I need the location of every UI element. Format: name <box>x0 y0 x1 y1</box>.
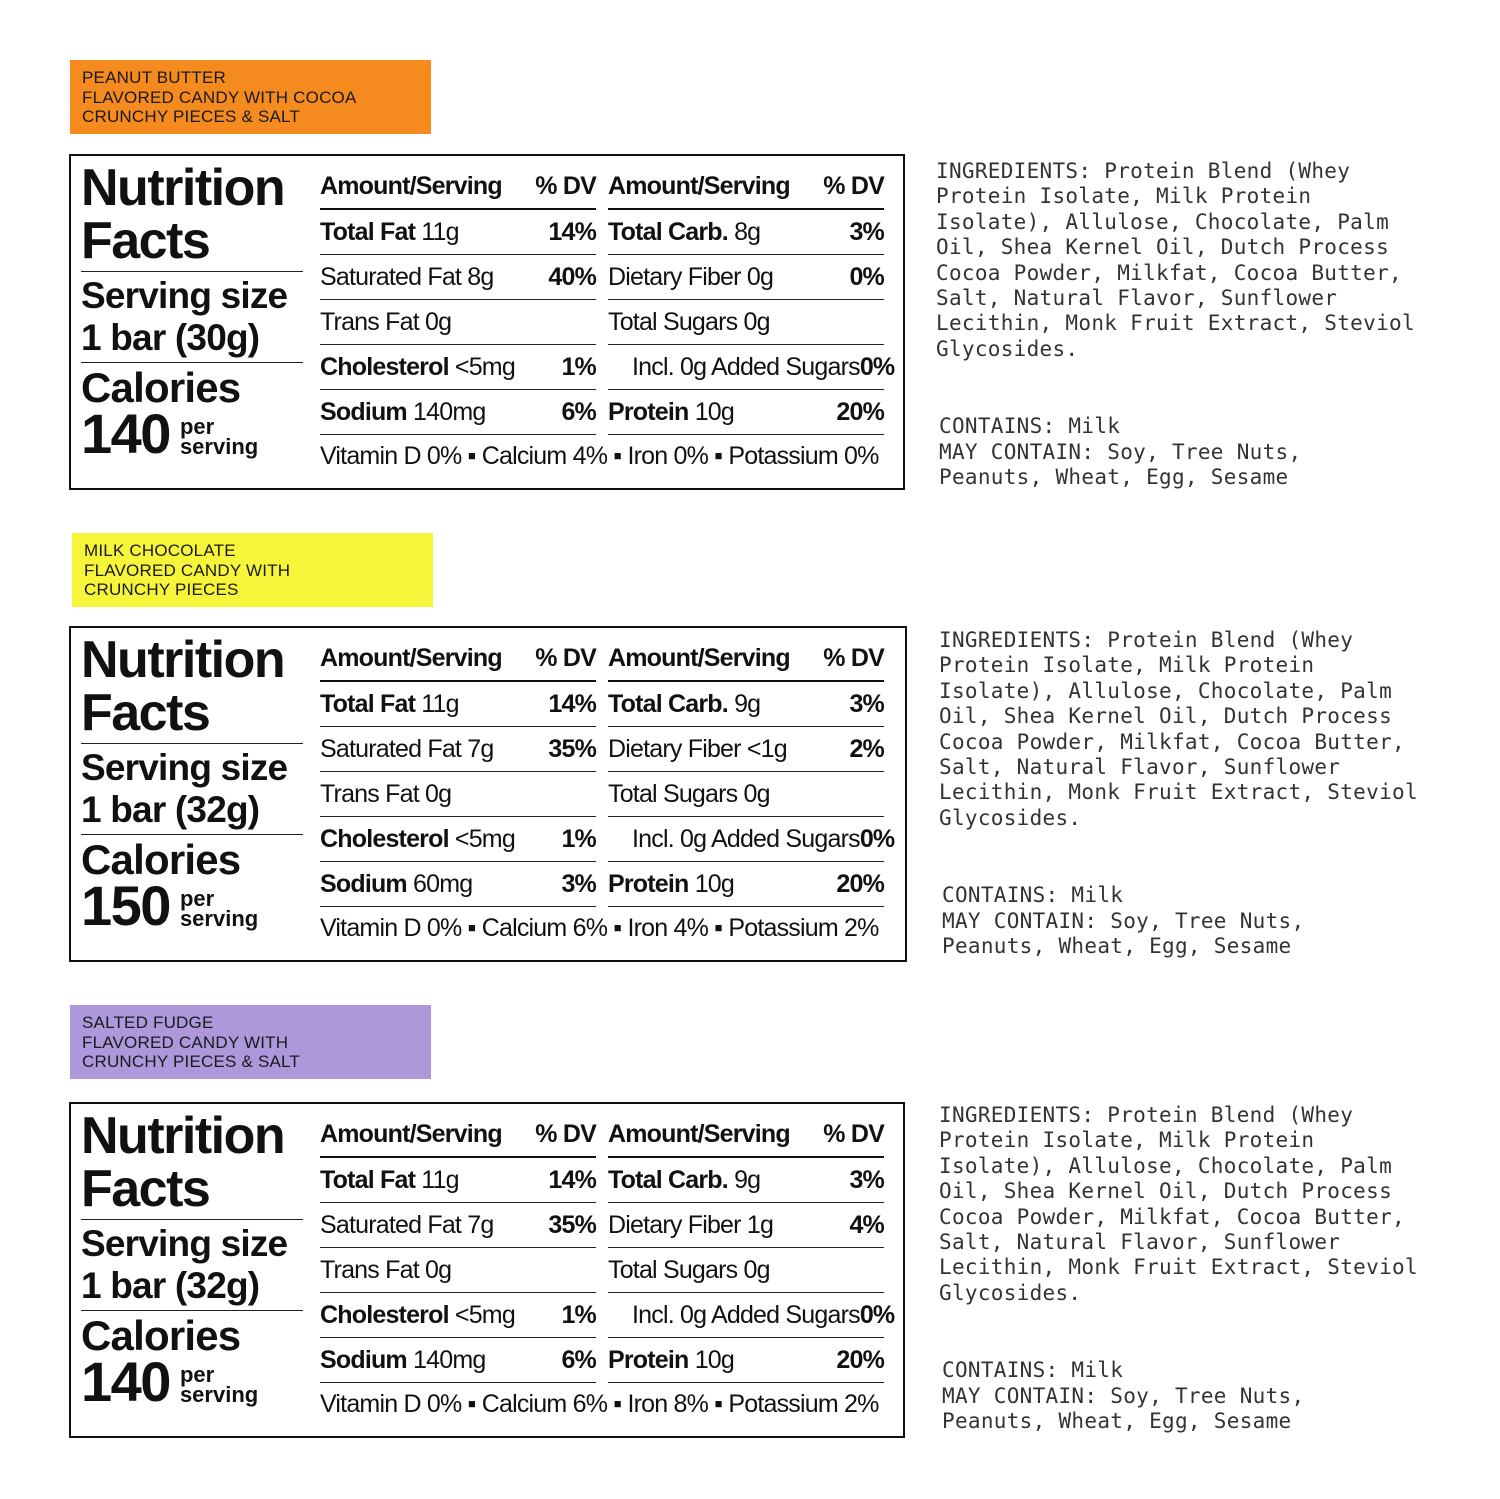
nutrient-dv: 2% <box>849 734 884 763</box>
column-header <box>608 636 884 682</box>
nutrient-dv: 3% <box>849 689 884 718</box>
nutrient-label: Dietary Fiber <box>608 734 741 763</box>
nutrition-facts-panel <box>69 1102 905 1438</box>
calories-row <box>81 402 303 465</box>
nutrient-row <box>608 1293 895 1338</box>
flavor-tag-line: FLAVORED CANDY WITH <box>84 560 291 580</box>
nutrient-dv: 20% <box>836 869 884 898</box>
vitamins-line: Vitamin D 0% ▪ Calcium 6% ▪ Iron 8% ▪ Potassium 2% <box>320 1390 879 1418</box>
nutrient-amount: 11g <box>421 1165 459 1194</box>
nutrient-dv: 6% <box>561 1345 596 1374</box>
nutrient-amount: 10g <box>694 1345 734 1374</box>
nutrient-dv: 6% <box>561 397 596 426</box>
nutrient-amount: 1g <box>746 1210 774 1239</box>
serving-size-value: 1 bar (32g) <box>81 1265 260 1306</box>
nutrient-dv: 20% <box>836 1345 884 1374</box>
column-header <box>320 636 596 682</box>
calories-row <box>81 874 303 937</box>
divider <box>81 271 303 272</box>
nutrient-label: Protein <box>608 1345 689 1374</box>
nutrition-facts-title: Nutrition <box>81 1107 285 1165</box>
nutrient-amount: <5mg <box>454 352 515 381</box>
nutrient-amount: 9g <box>734 689 761 718</box>
nutrient-amount: 0g <box>425 1255 452 1284</box>
nutrition-facts-title: Facts <box>81 212 210 270</box>
nutrient-dv: 1% <box>561 352 596 381</box>
serving-size-label: Serving size <box>81 747 288 788</box>
column-header <box>608 164 884 210</box>
nutrient-row <box>320 817 596 862</box>
nutrient-amount: 0g <box>743 1255 770 1284</box>
nutrition-summary <box>81 631 303 937</box>
nutrient-amount: 140mg <box>413 1345 486 1374</box>
nutrient-amount: 11g <box>421 217 459 246</box>
nutrient-label: Protein <box>608 397 689 426</box>
nutrient-label: Total Fat <box>320 1165 416 1194</box>
calories-unit <box>179 414 259 459</box>
nutrient-row <box>320 772 596 817</box>
nutrient-label: Total Fat <box>320 217 416 246</box>
calories-label: Calories <box>81 836 241 883</box>
nutrition-facts-panel <box>69 626 907 962</box>
nutrient-row <box>320 345 596 390</box>
nutrient-row <box>320 1203 596 1248</box>
nutrient-amount: 8g <box>734 217 761 246</box>
nutrient-dv: 35% <box>548 734 596 763</box>
header-dv: % DV <box>535 643 596 672</box>
nutrient-column-right <box>608 164 895 435</box>
header-amount: Amount/Serving <box>320 1119 502 1148</box>
nutrition-summary <box>81 159 303 465</box>
nutrient-row <box>608 772 884 817</box>
nutrient-row <box>608 1158 884 1203</box>
nutrient-label: Sodium <box>320 397 407 426</box>
nutrient-row <box>608 300 884 345</box>
nutrient-dv: 3% <box>561 869 596 898</box>
divider <box>81 1219 303 1220</box>
nutrient-label: Total Sugars <box>608 779 738 808</box>
nutrient-dv: 40% <box>548 262 596 291</box>
nutrient-amount: 8g <box>467 262 494 291</box>
nutrient-row <box>608 345 895 390</box>
nutrient-dv: 4% <box>849 1210 884 1239</box>
nutrient-row <box>320 1338 596 1383</box>
nutrient-column-left <box>320 164 596 435</box>
nutrient-label: Sodium <box>320 1345 407 1374</box>
nutrient-amount: 140mg <box>413 397 486 426</box>
nutrient-row <box>608 862 884 907</box>
nutrient-amount: 0g <box>425 779 452 808</box>
nutrient-label: Protein <box>608 869 689 898</box>
flavor-tag-milk-chocolate <box>72 533 433 607</box>
nutrient-amount: 9g <box>734 1165 761 1194</box>
flavor-tag-line: FLAVORED CANDY WITH COCOA <box>82 87 357 107</box>
nutrient-label: Trans Fat <box>320 307 419 336</box>
serving-size-value: 1 bar (32g) <box>81 789 260 830</box>
calories-unit-line: serving <box>179 1382 259 1407</box>
nutrient-row <box>320 210 596 255</box>
divider <box>81 1310 303 1311</box>
allergen-text: CONTAINS: Milk MAY CONTAIN: Soy, Tree Nuts, Peanuts, Wheat, Egg, Sesame <box>942 1358 1305 1434</box>
nutrient-label: Total Fat <box>320 689 416 718</box>
nutrient-amount: 10g <box>694 397 734 426</box>
allergen-text: CONTAINS: Milk MAY CONTAIN: Soy, Tree Nuts, Peanuts, Wheat, Egg, Sesame <box>939 414 1302 490</box>
serving-size-label: Serving size <box>81 1223 288 1264</box>
header-dv: % DV <box>823 1119 884 1148</box>
nutrient-amount: 0g <box>425 307 452 336</box>
nutrient-row <box>608 210 884 255</box>
ingredients-text: INGREDIENTS: Protein Blend (Whey Protein Isolate, Milk Protein Isolate), Allulose, Chocolate, Palm Oil, Shea Kernel Oil, Dutch Process Cocoa Powder, Milkfat, Cocoa Butter, Salt, Natural Flavor, Sunflower Lecithin, Monk Fruit Extract, Steviol Glycosides. <box>939 1103 1418 1305</box>
nutrient-dv: 0% <box>859 352 895 381</box>
flavor-tag-peanut-butter <box>70 60 431 134</box>
nutrient-label: Cholesterol <box>320 352 449 381</box>
nutrient-row <box>320 727 596 772</box>
nutrient-label: Total Carb. <box>608 217 728 246</box>
nutrient-amount: 11g <box>421 689 459 718</box>
nutrient-dv: 14% <box>548 1165 596 1194</box>
nutrient-amount: <5mg <box>454 1300 515 1329</box>
column-header <box>608 1112 884 1158</box>
nutrient-dv: 35% <box>548 1210 596 1239</box>
flavor-tag-line: CRUNCHY PIECES <box>84 580 239 599</box>
nutrient-row <box>320 1248 596 1293</box>
flavor-tag-line: PEANUT BUTTER <box>82 68 226 87</box>
nutrient-label: Total Sugars <box>608 1255 738 1284</box>
nutrient-label: Total Carb. <box>608 689 728 718</box>
nutrient-amount: 60mg <box>413 869 473 898</box>
flavor-tag-line: CRUNCHY PIECES & SALT <box>82 107 301 126</box>
divider <box>81 362 303 363</box>
nutrition-summary <box>81 1107 303 1413</box>
nutrient-label: Incl. 0g Added Sugars <box>632 824 860 853</box>
serving-size-label: Serving size <box>81 275 288 316</box>
nutrient-row <box>608 1203 884 1248</box>
nutrient-row <box>320 682 596 727</box>
serving-size-value: 1 bar (30g) <box>81 317 260 358</box>
calories-unit <box>179 1362 259 1407</box>
flavor-tag-line: SALTED FUDGE <box>82 1013 214 1032</box>
nutrient-amount: 10g <box>694 869 734 898</box>
nutrient-amount: 7g <box>467 734 494 763</box>
nutrient-row <box>608 390 884 435</box>
nutrient-dv: 14% <box>548 689 596 718</box>
nutrient-row <box>608 817 895 862</box>
nutrient-row <box>608 682 884 727</box>
header-dv: % DV <box>823 171 884 200</box>
header-dv: % DV <box>535 171 596 200</box>
nutrient-dv: 1% <box>561 1300 596 1329</box>
nutrient-row <box>320 1293 596 1338</box>
calories-unit <box>179 886 259 931</box>
flavor-tag-line: FLAVORED CANDY WITH <box>82 1032 289 1052</box>
nutrient-label: Dietary Fiber <box>608 1210 741 1239</box>
flavor-tag-salted-fudge <box>70 1005 431 1079</box>
nutrient-label: Incl. 0g Added Sugars <box>632 352 860 381</box>
nutrient-amount: 0g <box>743 307 770 336</box>
nutrient-row <box>320 300 596 345</box>
nutrient-row <box>320 862 596 907</box>
nutrient-dv: 3% <box>849 1165 884 1194</box>
nutrient-dv: 1% <box>561 824 596 853</box>
header-amount: Amount/Serving <box>320 171 502 200</box>
nutrition-facts-title: Facts <box>81 684 210 742</box>
nutrition-facts-title: Nutrition <box>81 159 285 217</box>
nutrient-label: Saturated Fat <box>320 734 462 763</box>
flavor-tag-line: MILK CHOCOLATE <box>84 541 236 560</box>
calories-unit-line: serving <box>179 434 259 459</box>
header-amount: Amount/Serving <box>320 643 502 672</box>
header-dv: % DV <box>535 1119 596 1148</box>
nutrient-amount: 0g <box>746 262 774 291</box>
nutrition-facts-panel <box>69 154 905 490</box>
nutrient-label: Dietary Fiber <box>608 262 741 291</box>
nutrient-label: Saturated Fat <box>320 1210 462 1239</box>
nutrient-row <box>320 1158 596 1203</box>
nutrient-label: Trans Fat <box>320 1255 419 1284</box>
calories-row <box>81 1350 303 1413</box>
nutrient-label: Incl. 0g Added Sugars <box>632 1300 860 1329</box>
nutrient-column-left <box>320 1112 596 1383</box>
header-amount: Amount/Serving <box>608 643 790 672</box>
nutrient-label: Total Sugars <box>608 307 738 336</box>
nutrient-row <box>608 1338 884 1383</box>
vitamins-line: Vitamin D 0% ▪ Calcium 4% ▪ Iron 0% ▪ Potassium 0% <box>320 442 879 470</box>
nutrient-amount: 0g <box>743 779 770 808</box>
ingredients-text: INGREDIENTS: Protein Blend (Whey Protein Isolate, Milk Protein Isolate), Allulose, Chocolate, Palm Oil, Shea Kernel Oil, Dutch Process Cocoa Powder, Milkfat, Cocoa Butter, Salt, Natural Flavor, Sunflower Lecithin, Monk Fruit Extract, Steviol Glycosides. <box>939 628 1418 830</box>
header-amount: Amount/Serving <box>608 171 790 200</box>
divider <box>81 834 303 835</box>
header-amount: Amount/Serving <box>608 1119 790 1148</box>
nutrient-label: Total Carb. <box>608 1165 728 1194</box>
nutrient-row <box>608 1248 884 1293</box>
nutrient-dv: 14% <box>548 217 596 246</box>
nutrition-facts-title: Facts <box>81 1160 210 1218</box>
nutrient-row <box>320 390 596 435</box>
calories-label: Calories <box>81 364 241 411</box>
nutrient-amount: 7g <box>467 1210 494 1239</box>
nutrient-row <box>320 255 596 300</box>
nutrient-column-right <box>608 1112 895 1383</box>
nutrient-column-left <box>320 636 596 907</box>
nutrient-amount: <1g <box>746 734 787 763</box>
nutrient-label: Cholesterol <box>320 824 449 853</box>
flavor-tag-line: CRUNCHY PIECES & SALT <box>82 1052 301 1071</box>
nutrient-label: Trans Fat <box>320 779 419 808</box>
nutrition-facts-title: Nutrition <box>81 631 285 689</box>
column-header <box>320 164 596 210</box>
column-header <box>320 1112 596 1158</box>
nutrient-amount: <5mg <box>454 824 515 853</box>
calories-value: 140 <box>81 402 170 465</box>
nutrient-row <box>608 255 884 300</box>
nutrient-label: Cholesterol <box>320 1300 449 1329</box>
nutrient-dv: 3% <box>849 217 884 246</box>
header-dv: % DV <box>823 643 884 672</box>
calories-value: 150 <box>81 874 170 937</box>
divider <box>81 743 303 744</box>
nutrient-label: Saturated Fat <box>320 262 462 291</box>
allergen-text: CONTAINS: Milk MAY CONTAIN: Soy, Tree Nuts, Peanuts, Wheat, Egg, Sesame <box>942 883 1305 959</box>
nutrient-dv: 0% <box>859 824 895 853</box>
nutrient-label: Sodium <box>320 869 407 898</box>
ingredients-text: INGREDIENTS: Protein Blend (Whey Protein Isolate, Milk Protein Isolate), Allulose, Chocolate, Palm Oil, Shea Kernel Oil, Dutch Process Cocoa Powder, Milkfat, Cocoa Butter, Salt, Natural Flavor, Sunflower Lecithin, Monk Fruit Extract, Steviol Glycosides. <box>936 159 1415 361</box>
nutrient-dv: 0% <box>859 1300 895 1329</box>
calories-label: Calories <box>81 1312 241 1359</box>
nutrient-row <box>608 727 884 772</box>
nutrient-dv: 0% <box>849 262 884 291</box>
calories-unit-line: per <box>179 886 215 911</box>
calories-unit-line: serving <box>179 906 259 931</box>
calories-unit-line: per <box>179 1362 215 1387</box>
calories-value: 140 <box>81 1350 170 1413</box>
nutrient-dv: 20% <box>836 397 884 426</box>
vitamins-line: Vitamin D 0% ▪ Calcium 6% ▪ Iron 4% ▪ Potassium 2% <box>320 914 879 942</box>
calories-unit-line: per <box>179 414 215 439</box>
nutrient-column-right <box>608 636 895 907</box>
